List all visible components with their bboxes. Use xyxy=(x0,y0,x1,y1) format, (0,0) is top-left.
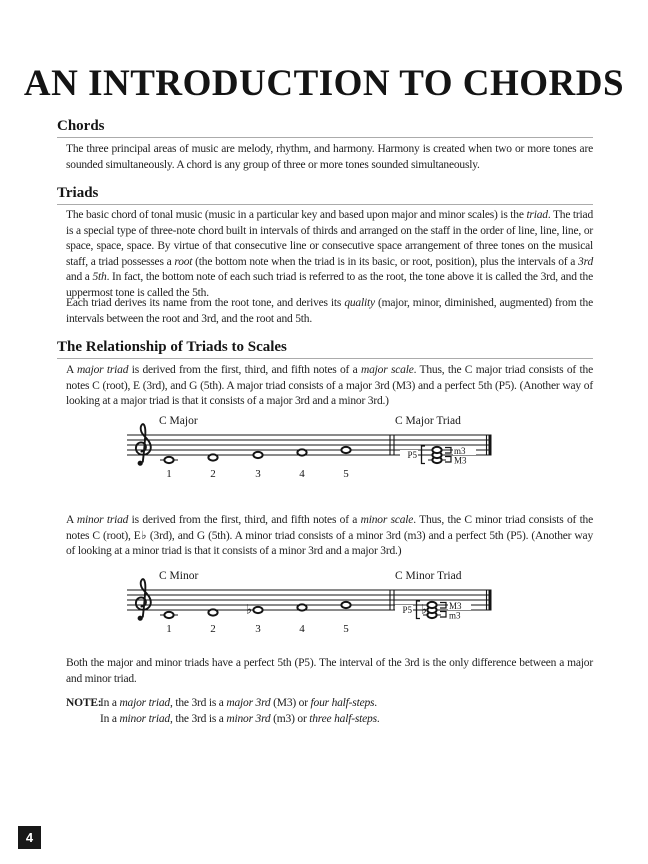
degree-1: 1 xyxy=(166,468,172,480)
bottom-interval-bracket xyxy=(445,457,451,463)
triads-paragraph-1: The basic chord of tonal music (music in a particular key and based upon major and minor scales) is the triad. The triad is a special type of three-note chord built in intervals of thirds and arranged on the staff in the order of line, line, line, or space, space, space. By virtue of that consecutive line or consecutive space arrangement of three tones on the musical staff, a triad possesses a root (the bottom note when the triad is in its basic, or root, position), plus the intervals of a 3rd and a 5th. In fact, the bottom note of each such triad is referred to as the root, the tone above it is called the 3rd, and the uppermost tone is called the 5th. xyxy=(66,209,594,299)
chords-paragraph: The three principal areas of music are melody, rhythm, and harmony. Harmony is created when two or more tones are sounded simultaneously. A chord is any group of three or more tones sounded simultaneously. xyxy=(66,143,593,171)
triads-paragraph-2: Each triad derives its name from the root tone, and derives its quality (major, minor, diminished, augmented) from the intervals between the root and 3rd, and the root and 5th. xyxy=(66,297,593,325)
scale-label: C Minor xyxy=(159,570,199,582)
top-interval-label: M3 xyxy=(449,601,462,611)
figure-c-minor-staff xyxy=(125,568,493,642)
scale-degree-numbers xyxy=(166,468,349,480)
degree-3: 3 xyxy=(255,468,261,480)
triad-fifth xyxy=(432,447,441,453)
flat-icon: ♭ xyxy=(420,602,428,618)
scale-label: C Major xyxy=(159,415,198,427)
degree-5: 5 xyxy=(343,468,349,480)
major-triad-paragraph: A major triad is derived from the first, third, and fifth notes of a major scale. Thus, the C major triad consists of the notes C (root), E (3rd), and G (5th). A major triad consists of a major 3rd (M3) and a perfect 5th (P5). (Another way of looking at a major triad is that it consists of a major 3rd and a minor 3rd.) xyxy=(66,364,593,407)
bottom-interval-label: M3 xyxy=(454,455,467,466)
section-heading-triads: Triads xyxy=(57,185,593,205)
whole-note-4 xyxy=(297,449,306,455)
whole-note-1 xyxy=(164,612,173,618)
page-number-badge: 4 xyxy=(18,826,41,849)
c-major-staff-svg xyxy=(125,413,493,487)
whole-note-2 xyxy=(208,609,217,615)
whole-note-3 xyxy=(253,452,262,458)
note-line-1: In a major triad, the 3rd is a major 3rd (M3) or four half-steps. xyxy=(100,697,377,709)
minor-triad-paragraph: A minor triad is derived from the first, third, and fifth notes of a minor scale. Thus, the C minor triad consists of the notes C (root), E♭ (3rd), and G (5th). A minor triad consists of a minor 3rd (m3) and a perfect 5th (P5). (Another way of looking at a minor triad is that it consists of a minor 3rd and a major 3rd.) xyxy=(66,514,594,557)
triad-label: C Minor Triad xyxy=(395,570,462,582)
triad-group xyxy=(395,601,471,621)
whole-note-5 xyxy=(341,447,350,453)
whole-note-2 xyxy=(208,454,217,460)
note-label: NOTE: xyxy=(66,697,102,709)
bottom-interval-label: m3 xyxy=(449,610,461,621)
degree-2: 2 xyxy=(210,623,216,635)
c-minor-staff-svg xyxy=(125,568,493,642)
perfect-fifth-label: P5 xyxy=(402,605,412,615)
whole-note-1 xyxy=(164,457,173,463)
flat-icon: ♭ xyxy=(245,602,253,618)
degree-4: 4 xyxy=(299,623,305,635)
whole-note-3-flat xyxy=(253,607,262,613)
section-heading-relationship: The Relationship of Triads to Scales xyxy=(57,339,593,359)
figure-c-major-staff xyxy=(125,413,493,487)
whole-note-5 xyxy=(341,602,350,608)
note-block xyxy=(66,696,593,727)
note-line-2: In a minor triad, the 3rd is a minor 3rd (m3) or three half-steps. xyxy=(100,712,380,725)
note-content xyxy=(100,696,593,727)
triad-notes xyxy=(427,602,436,618)
triad-notes xyxy=(432,447,441,463)
top-interval-label: m3 xyxy=(454,446,466,456)
degree-4: 4 xyxy=(299,468,305,480)
triad-group xyxy=(400,446,476,466)
degree-1: 1 xyxy=(166,623,172,635)
perfect-fifth-label: P5 xyxy=(407,450,417,460)
degree-5: 5 xyxy=(343,623,349,635)
triad-label: C Major Triad xyxy=(395,415,461,427)
degree-2: 2 xyxy=(210,468,216,480)
scale-degree-numbers xyxy=(166,623,349,635)
section-heading-chords: Chords xyxy=(57,118,593,138)
bottom-interval-bracket xyxy=(440,612,446,618)
degree-3: 3 xyxy=(255,623,261,635)
both-triads-paragraph: Both the major and minor triads have a perfect 5th (P5). The interval of the 3rd is the only difference between a major and minor triad. xyxy=(66,657,593,685)
triad-fifth xyxy=(427,602,436,608)
page-title: AN INTRODUCTION TO CHORDS xyxy=(23,63,625,104)
whole-note-4 xyxy=(297,604,306,610)
